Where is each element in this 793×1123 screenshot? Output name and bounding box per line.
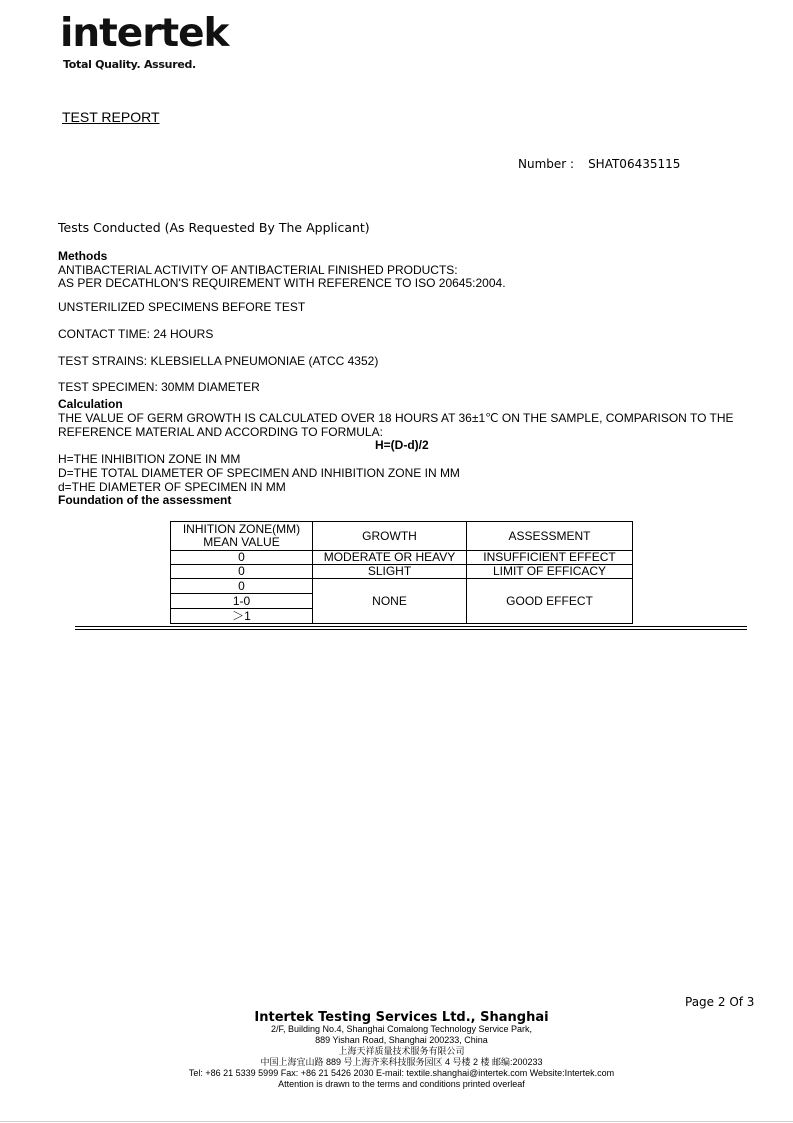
table-row	[171, 551, 633, 565]
table-header-row	[171, 522, 633, 551]
formula: H=(D-d)/2	[375, 438, 429, 452]
calculation-line-1: THE VALUE OF GERM GROWTH IS CALCULATED OVER 18 HOURS AT 36±1℃ ON THE SAMPLE, COMPARISON TO THE	[58, 411, 734, 425]
section-divider-top	[75, 626, 747, 627]
cell-zone: 0	[171, 579, 313, 594]
footer-chinese-address: 中国上海宜山路 889 号上海齐来科技服务园区 4 号楼 2 楼 邮编:200233	[260, 1057, 543, 1067]
calculation-title: Calculation	[58, 397, 123, 411]
page-bottom-edge	[0, 1121, 793, 1122]
footer-chinese-name: 上海天祥质量技术服务有限公司	[338, 1046, 465, 1056]
table-row	[171, 579, 633, 594]
definition-D: D=THE TOTAL DIAMETER OF SPECIMEN AND INHIBITION ZONE IN MM	[58, 466, 460, 480]
methods-line-1: ANTIBACTERIAL ACTIVITY OF ANTIBACTERIAL FINISHED PRODUCTS:	[58, 263, 458, 277]
report-number-value: SHAT06435115	[588, 157, 681, 171]
cell-zone: 0	[171, 565, 313, 579]
methods-title: Methods	[58, 249, 108, 263]
tests-heading: Tests Conducted (As Requested By The Applicant)	[58, 220, 370, 235]
cell-assessment: GOOD EFFECT	[467, 579, 633, 624]
page-number: Page 2 Of 3	[685, 995, 755, 1009]
cell-growth: NONE	[313, 579, 467, 624]
section-divider-bottom	[75, 629, 747, 630]
unsterilized-note: UNSTERILIZED SPECIMENS BEFORE TEST	[58, 300, 306, 314]
header-zone-line-2: MEAN VALUE	[203, 535, 280, 549]
cell-assessment: LIMIT OF EFFICACY	[467, 565, 633, 579]
header-zone-line-1: INHITION ZONE(MM)	[182, 522, 301, 536]
footer-contact: Tel: +86 21 5339 5999 Fax: +86 21 5426 2030 E-mail: textile.shanghai@intertek.com Website:Intertek.com	[188, 1068, 615, 1078]
intertek-logo: intertek	[60, 11, 229, 56]
header-assessment: ASSESSMENT	[467, 522, 633, 551]
assessment-table	[170, 521, 633, 624]
footer-company: Intertek Testing Services Ltd., Shanghai	[254, 1010, 549, 1025]
table-row	[171, 565, 633, 579]
definition-h: H=THE INHIBITION ZONE IN MM	[58, 452, 241, 466]
header-zone	[171, 522, 313, 551]
test-specimen: TEST SPECIMEN: 30MM DIAMETER	[58, 380, 260, 394]
calculation-line-2: REFERENCE MATERIAL AND ACCORDING TO FORMULA:	[58, 425, 383, 439]
definition-d: d=THE DIAMETER OF SPECIMEN IN MM	[58, 480, 286, 494]
footer-notice: Attention is drawn to the terms and conditions printed overleaf	[278, 1079, 525, 1089]
cell-growth: SLIGHT	[313, 565, 467, 579]
report-title: TEST REPORT	[62, 109, 160, 125]
header-growth: GROWTH	[313, 522, 467, 551]
cell-assessment: INSUFFICIENT EFFECT	[467, 551, 633, 565]
test-strains: TEST STRAINS: KLEBSIELLA PNEUMONIAE (ATCC 4352)	[58, 354, 379, 368]
footer-address-1: 2/F, Building No.4, Shanghai Comalong Technology Service Park,	[271, 1024, 532, 1034]
methods-line-2: AS PER DECATHLON'S REQUIREMENT WITH REFERENCE TO ISO 20645:2004.	[58, 276, 506, 290]
cell-zone: 1-0	[171, 594, 313, 609]
foundation-title: Foundation of the assessment	[58, 493, 232, 507]
cell-zone: 0	[171, 551, 313, 565]
footer-address-2: 889 Yishan Road, Shanghai 200233, China	[315, 1035, 488, 1045]
cell-zone: ＞1	[171, 609, 313, 624]
cell-growth: MODERATE OR HEAVY	[313, 551, 467, 565]
logo-tagline: Total Quality. Assured.	[63, 58, 196, 71]
contact-time: CONTACT TIME: 24 HOURS	[58, 327, 214, 341]
report-number	[518, 157, 680, 171]
report-number-label: Number :	[518, 157, 575, 171]
